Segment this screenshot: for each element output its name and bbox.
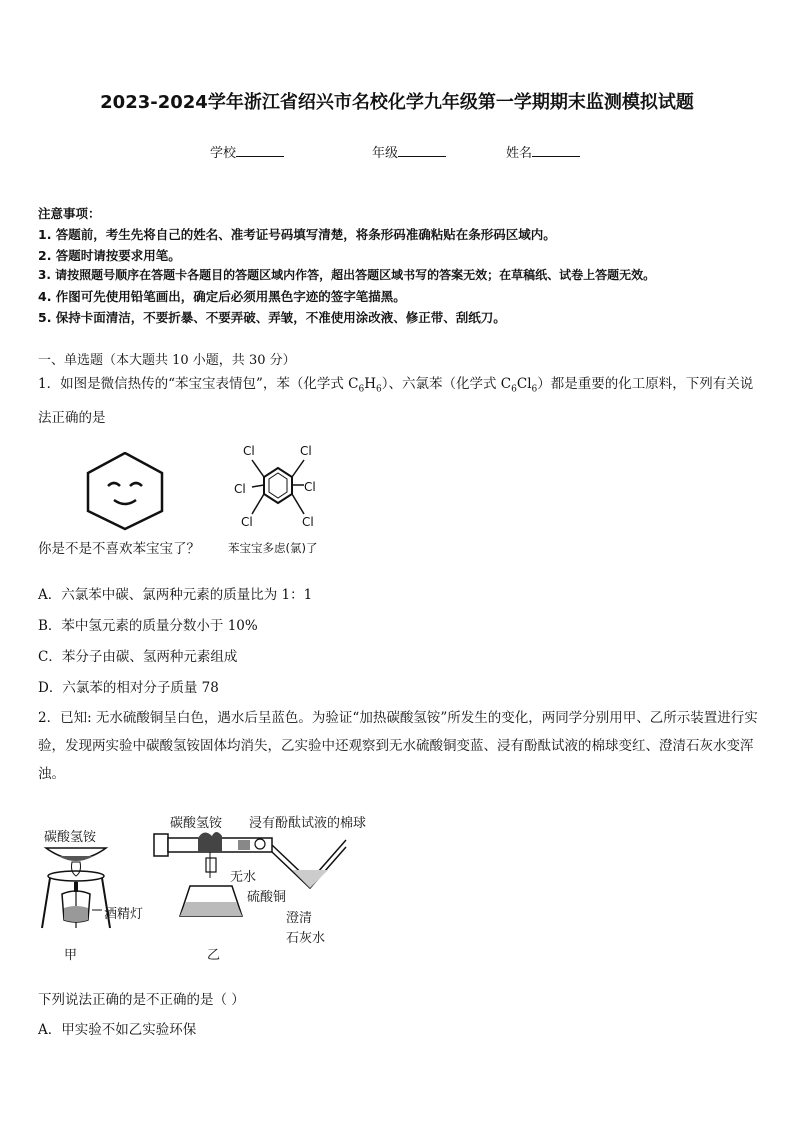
- yi-lime-label-2: 石灰水: [286, 931, 326, 946]
- yi-reagent-label: 碳酸氢铵: [170, 816, 223, 831]
- benzene-emoji-figure: [80, 452, 170, 532]
- jia-reagent-label: 碳酸氢铵: [44, 830, 97, 845]
- cl-label: Cl: [241, 515, 253, 529]
- note-item: 4. 作图可先使用铅笔画出，确定后必须用黑色字迹的签字笔描黑。: [38, 289, 406, 304]
- yi-cuso4-label-1: 无水: [230, 870, 257, 885]
- name-label: 姓名: [506, 146, 533, 161]
- note-item: 1. 答题前，考生先将自己的姓名、准考证号码填写清楚，将条形码准确粘贴在条形码区域内。: [38, 227, 556, 242]
- grade-field: [372, 142, 446, 161]
- school-label: 学校: [210, 146, 237, 161]
- jia-lamp-label: 酒精灯: [104, 907, 144, 922]
- apparatus-jia-figure: [36, 840, 116, 940]
- cl-label: Cl: [304, 480, 316, 494]
- option-c: C．苯分子由碳、氢两种元素组成: [38, 649, 238, 665]
- option-a: A．六氯苯中碳、氯两种元素的质量比为 1：1: [38, 587, 313, 603]
- yi-cuso4-label-2: 硫酸铜: [247, 890, 287, 905]
- question-2-prompt: 下列说法正确的是不正确的是（ ）: [38, 992, 245, 1008]
- note-item: 3. 请按照题号顺序在答题卡各题目的答题区域内作答，超出答题区域书写的答案无效；在草稿纸、试卷上答题无效。: [38, 268, 656, 282]
- option-a: A．甲实验不如乙实验环保: [38, 1022, 197, 1038]
- question-1-stem: 1．如图是微信热传的“苯宝宝表情包”，苯（化学式 $C_6H_6$）、六氯苯（化学式 $C_6Cl_6$）都是重要的化工原料，下列有关说法正确的是: [38, 376, 754, 426]
- yi-lime-label-1: 澄清: [286, 911, 313, 926]
- school-field: [210, 142, 284, 161]
- grade-blank[interactable]: [398, 144, 446, 157]
- yi-label: 乙: [207, 948, 221, 963]
- cl-label: Cl: [300, 444, 312, 458]
- cl-label: Cl: [302, 515, 314, 529]
- figure-caption-right: 苯宝宝多虑(氯)了: [228, 541, 318, 555]
- grade-label: 年级: [372, 146, 399, 161]
- figure-caption-left: 你是不是不喜欢苯宝宝了？: [38, 541, 200, 557]
- question-2-stem: 2．已知: 无水硫酸铜呈白色，遇水后呈蓝色。为验证“加热碳酸氢铵”所发生的变化，两同学分别用甲、乙所示装置进行实验，发现两实验中碳酸氢铵固体均消失，乙实验中还观察到无水硫酸铜变蓝、浸有酚酞试液的棉球变红、澄清石灰水变浑浊。: [38, 710, 758, 782]
- jia-label: 甲: [64, 948, 78, 963]
- section-heading: 一、单选题（本大题共 10 小题，共 30 分）: [38, 353, 296, 368]
- page-title: 2023-2024学年浙江省绍兴市名校化学九年级第一学期期末监测模拟试题: [100, 92, 694, 113]
- name-field: [506, 142, 580, 161]
- yi-cotton-label: 浸有酚酞试液的棉球: [249, 816, 367, 831]
- note-item: 5. 保持卡面清洁，不要折暴、不要弄破、弄皱，不准使用涂改液、修正带、刮纸刀。: [38, 310, 506, 325]
- note-item: 2. 答题时请按要求用笔。: [38, 248, 181, 263]
- name-blank[interactable]: [532, 144, 580, 157]
- notes-heading: 注意事项：: [38, 206, 101, 221]
- cl-label: Cl: [234, 482, 246, 496]
- school-blank[interactable]: [236, 144, 284, 157]
- option-b: B．苯中氢元素的质量分数小于 10%: [38, 618, 258, 634]
- cl-label: Cl: [243, 444, 255, 458]
- option-d: D．六氯苯的相对分子质量 78: [38, 680, 219, 696]
